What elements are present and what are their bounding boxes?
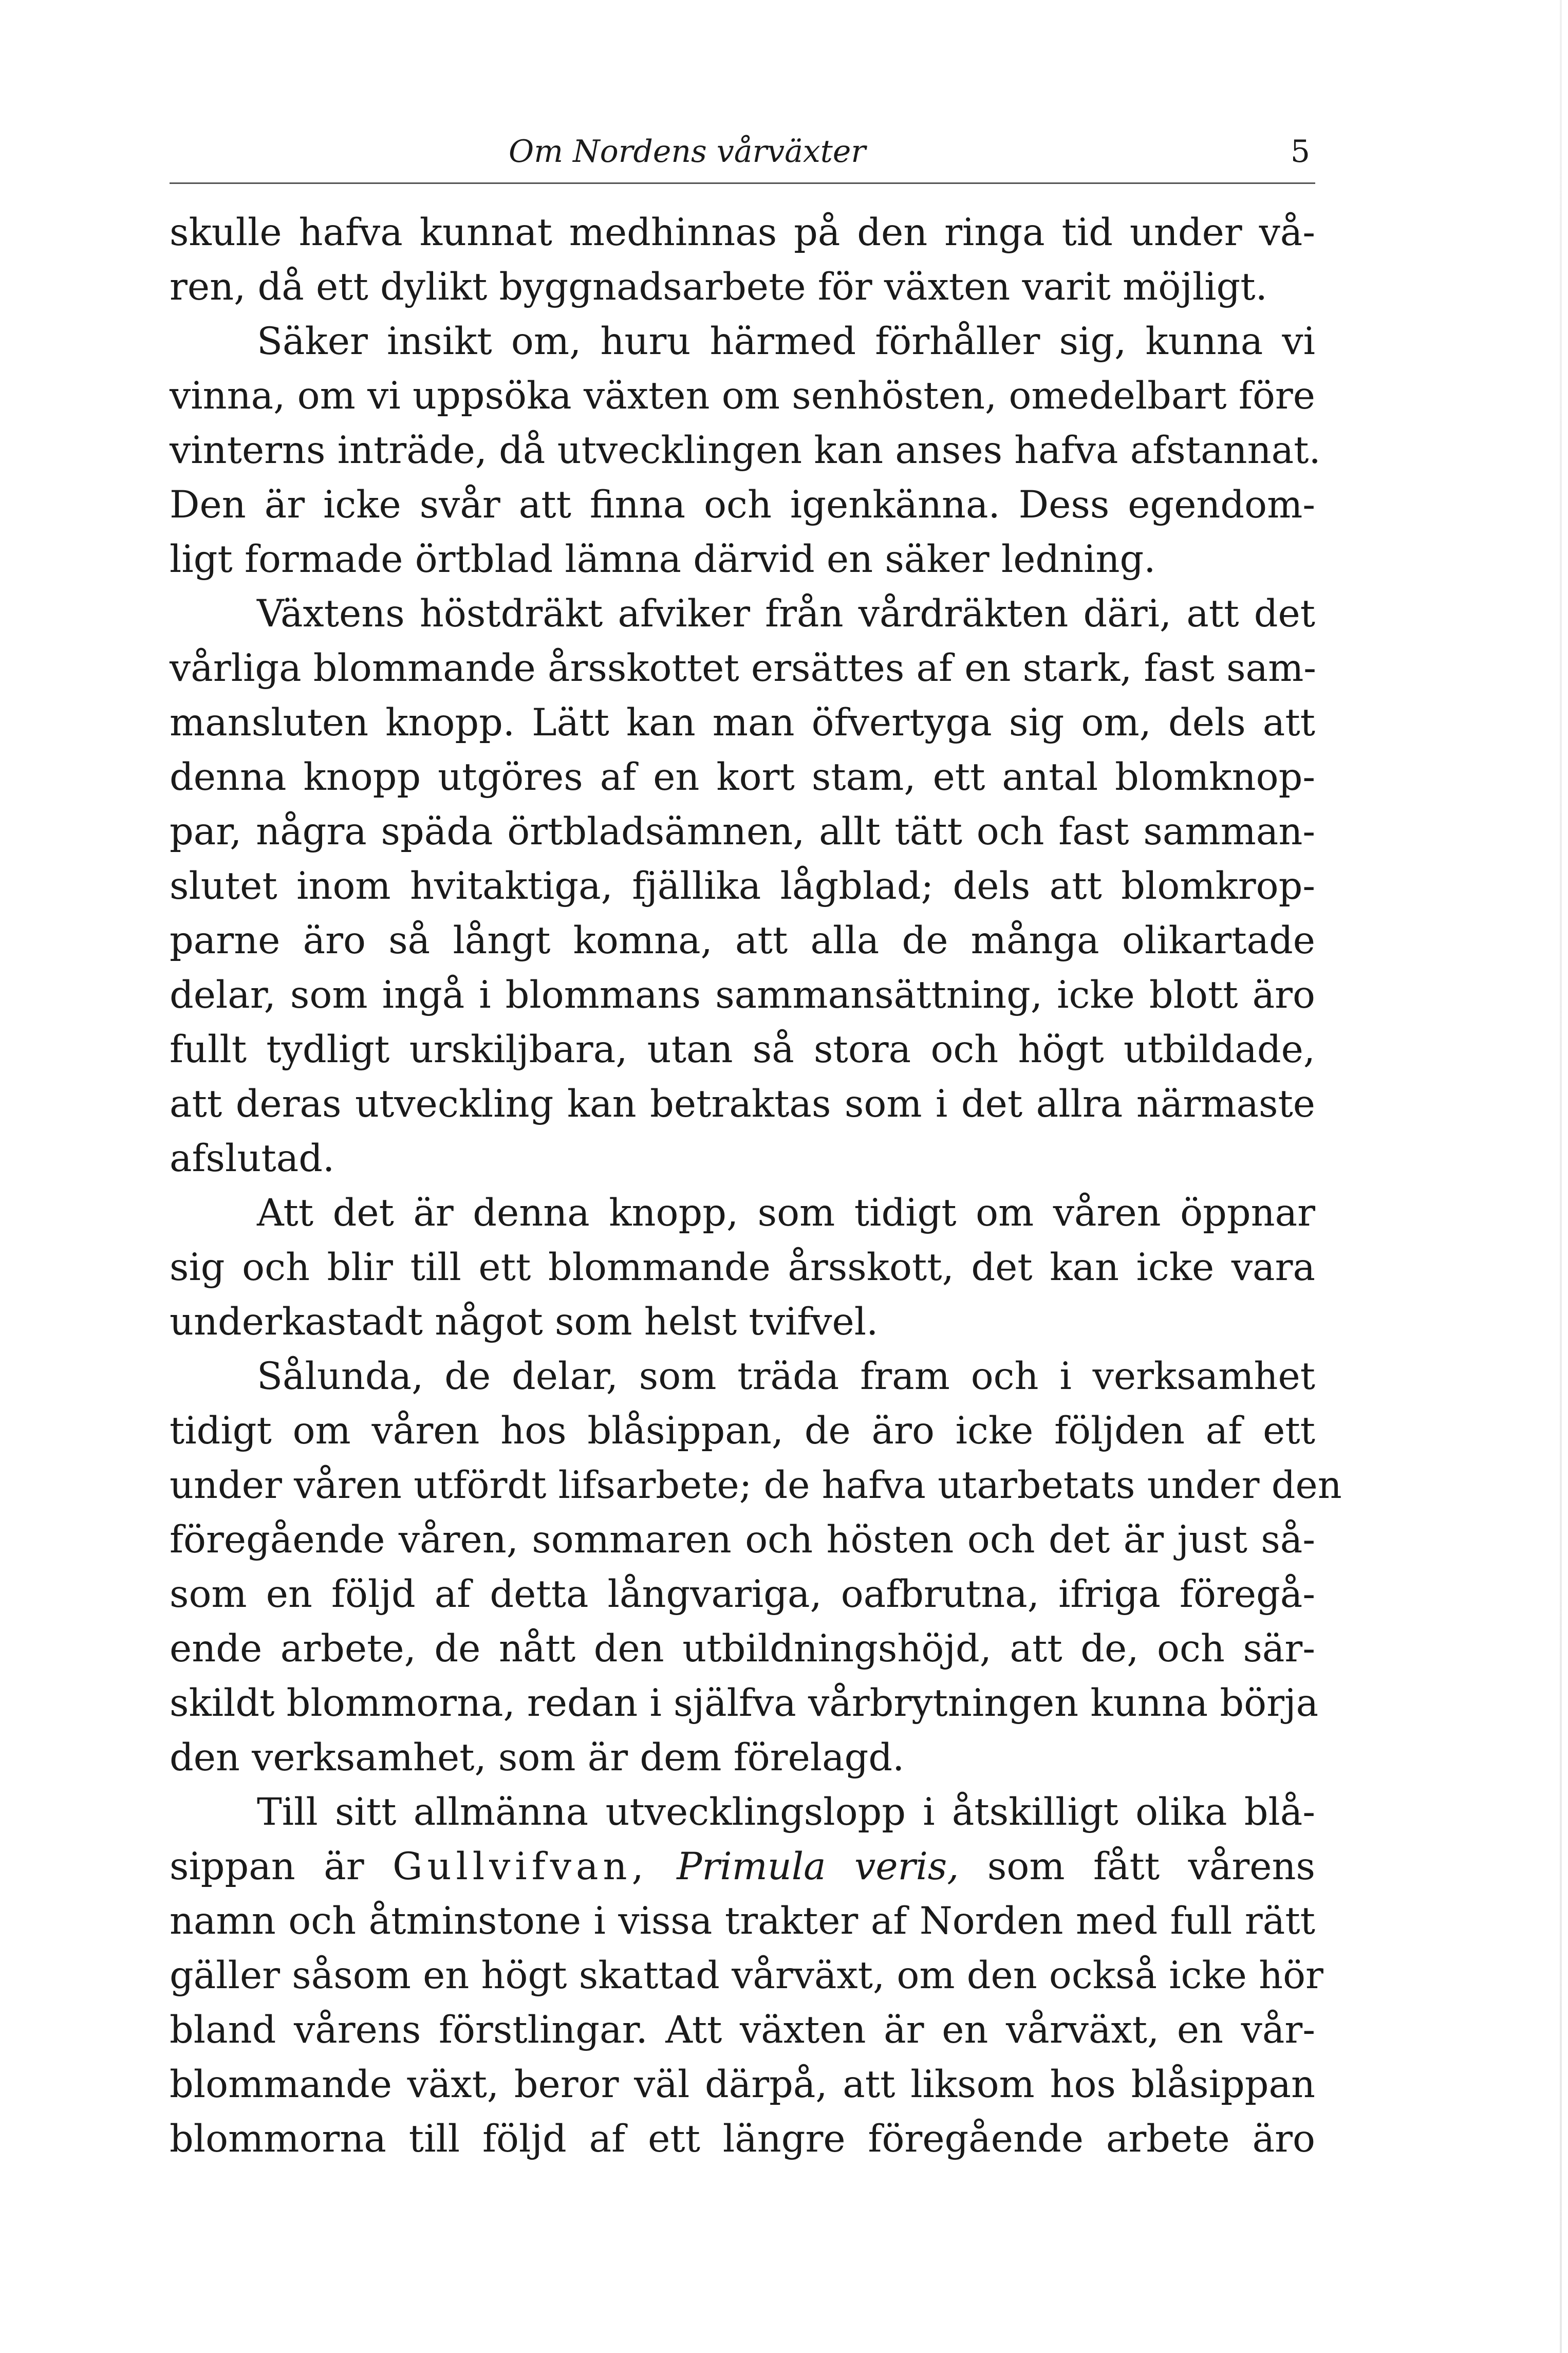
text-line: delar, som ingå i blommans sammansättning, icke blott äro [170,973,1315,1017]
text-run: sippan är [170,1845,364,1888]
spaced-plant-name: Gullvifvan, [393,1845,648,1888]
text-line: den verksamhet, som är dem förelagd. [170,1736,905,1780]
text-line: som en följd af detta långvariga, oafbrutna, ifriga föregå- [170,1572,1315,1616]
text-line: parne äro så långt komna, att alla de många olikartade [170,919,1315,962]
text-line: underkastadt något som helst tvifvel. [170,1300,879,1344]
text-line: par, några späda örtbladsämnen, allt tätt och fast samman- [170,810,1315,854]
text-line: afslutad. [170,1137,335,1180]
header-divider [170,182,1315,184]
text-line: skulle hafva kunnat medhinnas på den ringa tid under vå- [170,211,1315,254]
paragraph-start-line: Till sitt allmänna utvecklingslopp i åtskilligt olika blå- [257,1790,1315,1834]
italic-latin-name: Primula veris, [677,1845,959,1888]
page-number: 5 [1290,134,1310,170]
text-line: ren, då ett dylikt byggnadsarbete för växten varit möjligt. [170,265,1267,309]
text-line: slutet inom hvitaktiga, fjällika lågblad; dels att blomkrop- [170,864,1315,908]
text-run: som fått vårens [987,1845,1315,1888]
paragraph-start-line: Att det är denna knopp, som tidigt om våren öppnar [257,1191,1315,1235]
text-line: ende arbete, de nått den utbildningshöjd, att de, och sär- [170,1627,1315,1671]
text-line: blommorna till följd af ett längre föregående arbete äro [170,2117,1315,2161]
text-line: blommande växt, beror väl därpå, att liksom hos blåsippan [170,2063,1315,2106]
text-line: denna knopp utgöres af en kort stam, ett antal blomknop- [170,755,1315,799]
text-line: Den är icke svår att finna och igenkänna. Dess egendom- [170,483,1315,527]
page-header [170,131,1310,177]
text-line: bland vårens förstlingar. Att växten är en vårväxt, en vår- [170,2008,1315,2052]
text-line: föregående våren, sommaren och hösten och det är just så- [170,1518,1315,1562]
text-line: gäller såsom en högt skattad vårväxt, om den också icke hör [170,1954,1323,1997]
paragraph-start-line: Sålunda, de delar, som träda fram och i verksamhet [257,1355,1315,1398]
text-line: vårliga blommande årsskottet ersättes af en stark, fast sam- [170,646,1316,690]
text-line: fullt tydligt urskiljbara, utan så stora och högt utbildade, [170,1028,1315,1071]
running-title: Om Nordens vårväxter [509,134,866,170]
text-line: sig och blir till ett blommande årsskott, det kan icke vara [170,1246,1315,1289]
body-text [170,206,1342,2166]
text-line: namn och åtminstone i vissa trakter af Norden med full rätt [170,1899,1315,1943]
text-line: mansluten knopp. Lätt kan man öfvertyga sig om, dels att [170,701,1315,745]
text-line-mixed [170,1840,1315,1894]
text-line: vinna, om vi uppsöka växten om senhösten, omedelbart före [170,374,1315,418]
text-line: ligt formade örtblad lämna därvid en säker ledning. [170,538,1156,581]
text-line: under våren utfördt lifsarbete; de hafva utarbetats under den [170,1463,1342,1507]
text-line: tidigt om våren hos blåsippan, de äro icke följden af ett [170,1409,1315,1453]
text-line: skildt blommorna, redan i själfva vårbrytningen kunna börja [170,1681,1319,1725]
paragraph-start-line: Växtens höstdräkt afviker från vårdräkten däri, att det [257,592,1315,636]
scan-edge-shadow [1560,0,1562,2353]
text-line: vinterns inträde, då utvecklingen kan anses hafva afstannat. [170,429,1321,472]
text-line: att deras utveckling kan betraktas som i det allra närmaste [170,1082,1315,1126]
paragraph-start-line: Säker insikt om, huru härmed förhåller sig, kunna vi [257,320,1315,363]
